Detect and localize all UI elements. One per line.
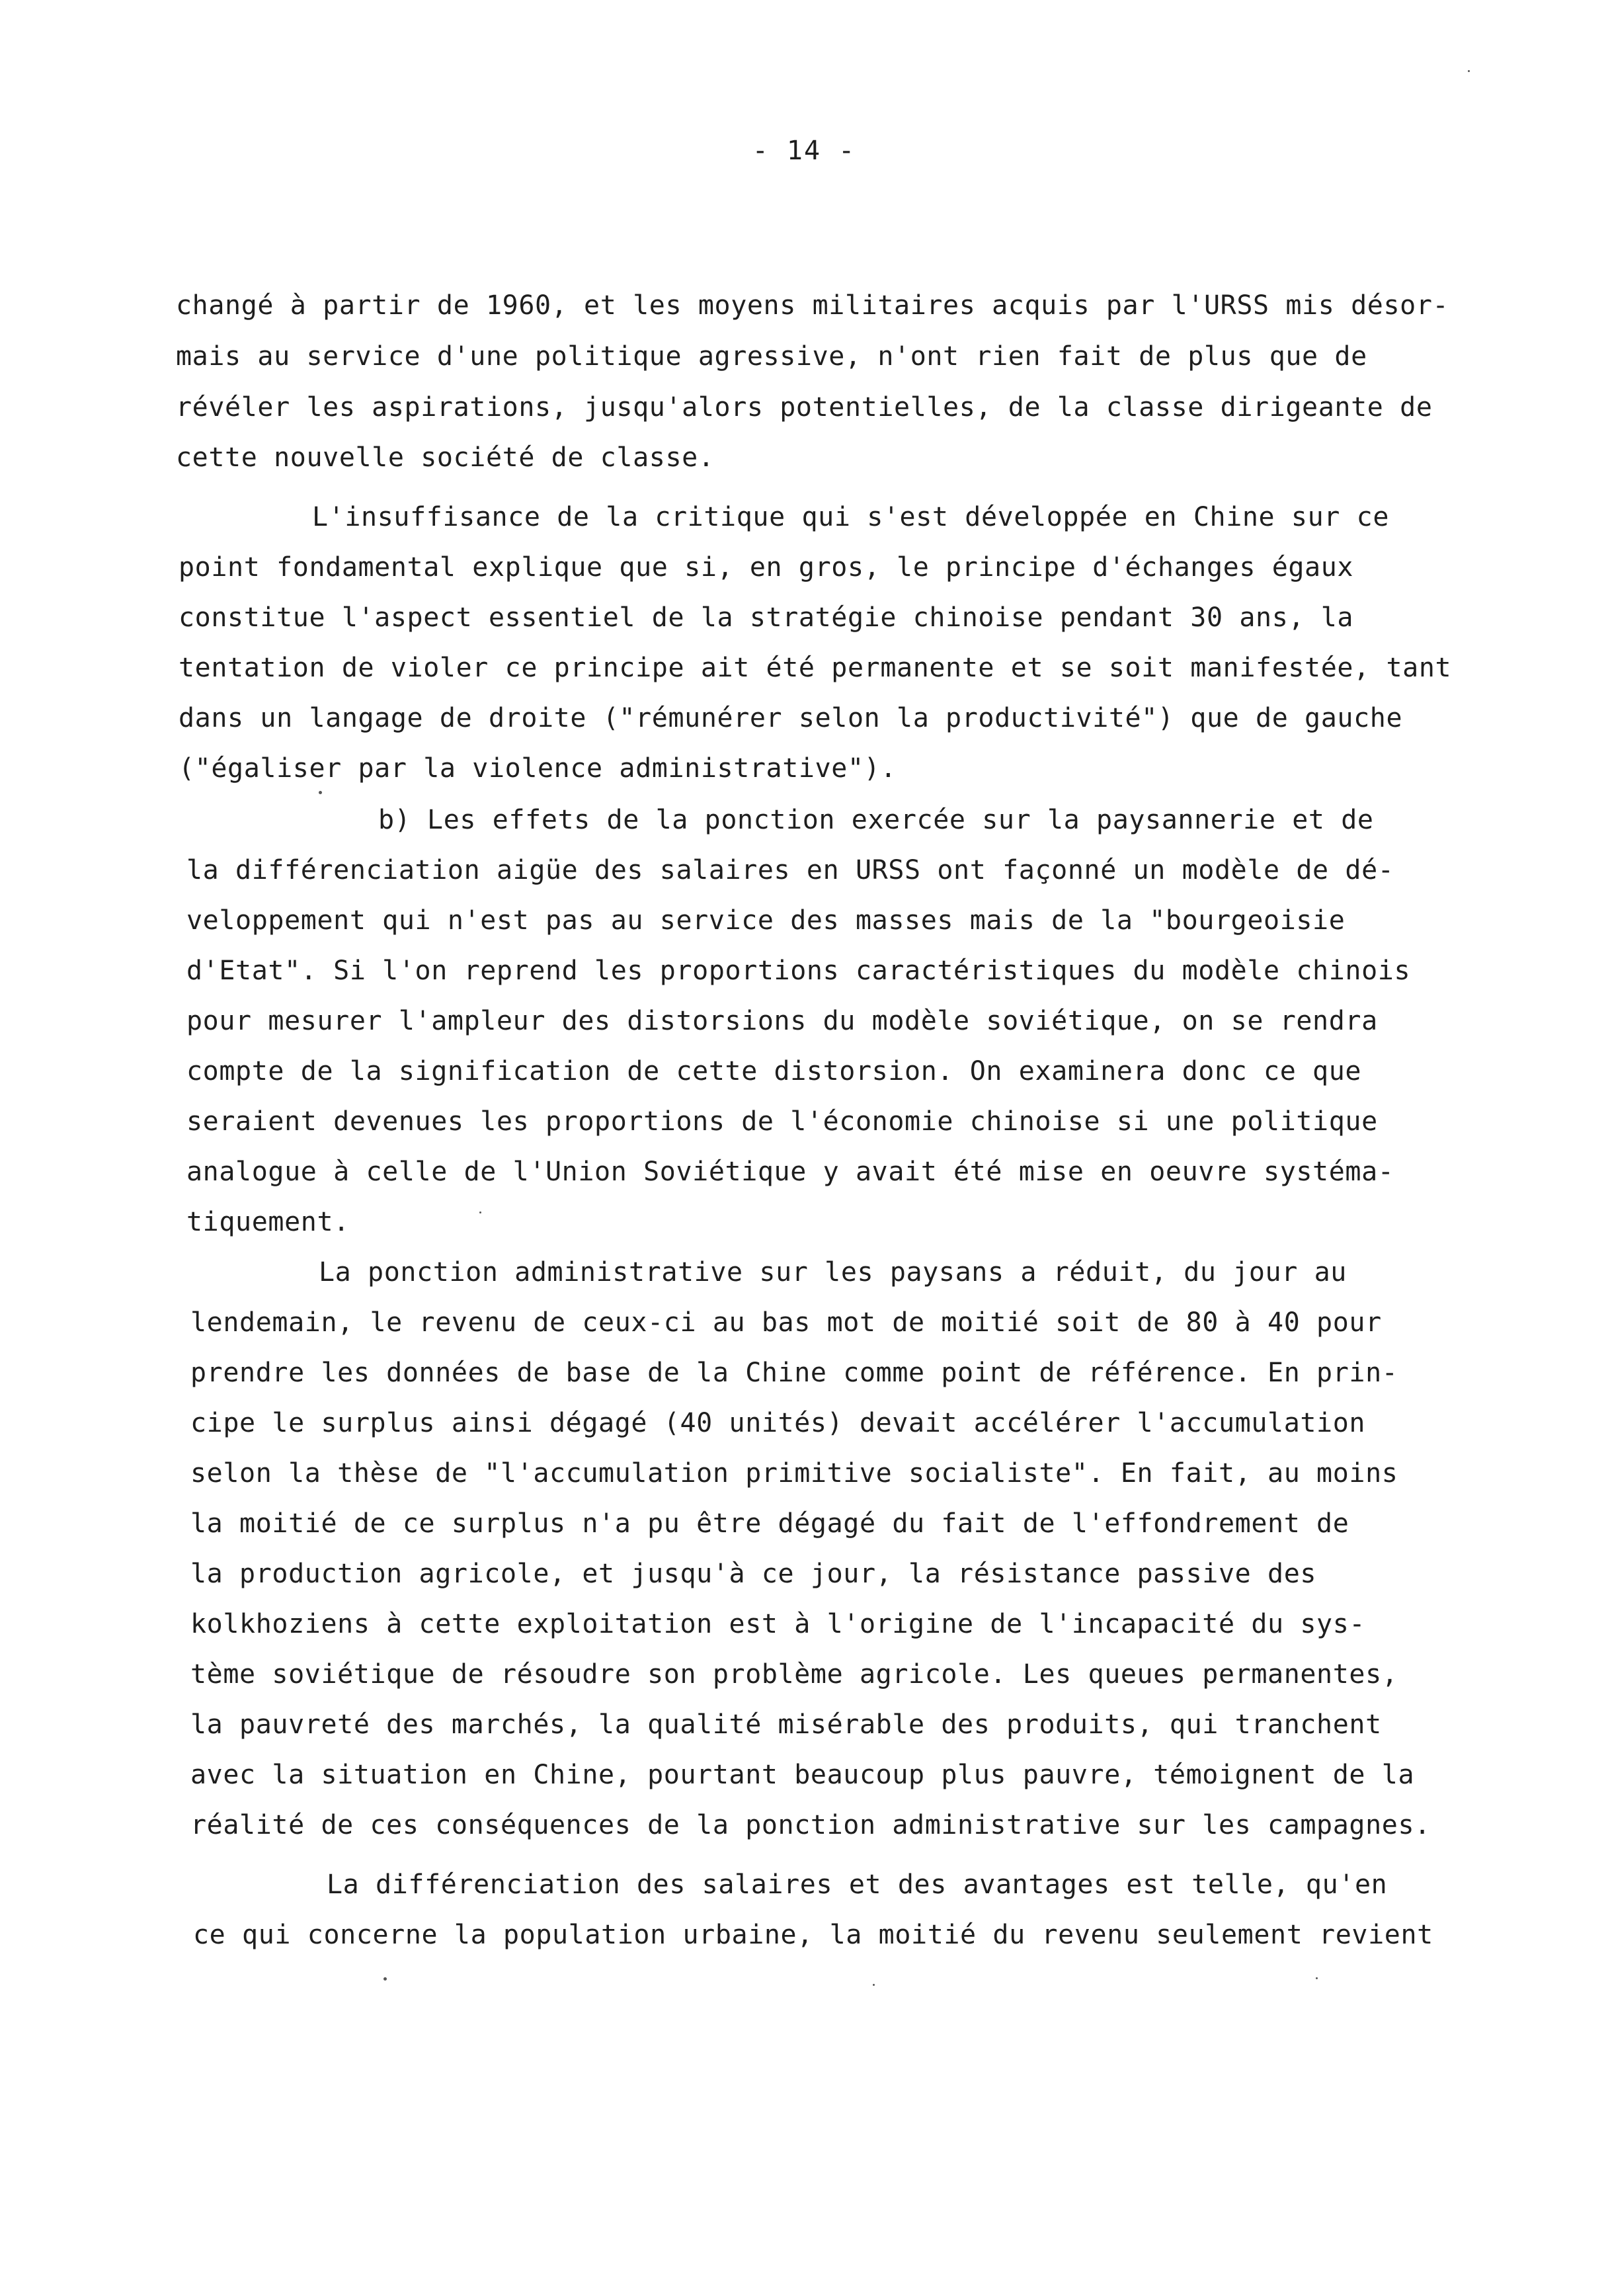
text-line: tème soviétique de résoudre son problème agricole. Les queues permanentes, (190, 1659, 1398, 1690)
scan-speck (319, 791, 322, 794)
text-line: la moitié de ce surplus n'a pu être dégagé du fait de l'effondrement de (190, 1508, 1349, 1539)
text-line: lendemain, le revenu de ceux-ci au bas mot de moitié soit de 80 à 40 pour (190, 1307, 1382, 1338)
text-line: la différenciation aigüe des salaires en URSS ont façonné un modèle de dé- (186, 855, 1394, 885)
text-line: cipe le surplus ainsi dégagé (40 unités) devait accélérer l'accumulation (190, 1408, 1366, 1438)
text-line: pour mesurer l'ampleur des distorsions du modèle soviétique, on se rendra (186, 1006, 1378, 1036)
text-line: tentation de violer ce principe ait été permanente et se soit manifestée, tant (179, 653, 1452, 683)
page-number: - 14 - (752, 136, 856, 166)
text-line: L'insuffisance de la critique qui s'est développée en Chine sur ce (312, 502, 1390, 532)
text-line: constitue l'aspect essentiel de la stratégie chinoise pendant 30 ans, la (179, 602, 1354, 633)
text-line: La différenciation des salaires et des avantages est telle, qu'en (327, 1869, 1388, 1900)
scan-speck (1316, 1977, 1318, 1979)
scan-speck (383, 1977, 387, 1981)
text-line: prendre les données de base de la Chine comme point de référence. En prin- (190, 1358, 1398, 1388)
text-line: réalité de ces conséquences de la ponction administrative sur les campagnes. (190, 1810, 1431, 1840)
text-line: ("égaliser par la violence administrative"). (179, 753, 897, 784)
text-line: selon la thèse de "l'accumulation primitive socialiste". En fait, au moins (190, 1458, 1398, 1489)
text-line: b) Les effets de la ponction exercée sur la paysannerie et de (378, 805, 1374, 835)
text-line: révéler les aspirations, jusqu'alors potentielles, de la classe dirigeante de (176, 392, 1433, 423)
text-line: veloppement qui n'est pas au service des masses mais de la "bourgeoisie (186, 905, 1346, 936)
text-line: avec la situation en Chine, pourtant beaucoup plus pauvre, témoignent de la (190, 1760, 1415, 1790)
text-line: seraient devenues les proportions de l'économie chinoise si une politique (186, 1106, 1378, 1137)
scan-speck (873, 1984, 875, 1986)
text-line: changé à partir de 1960, et les moyens militaires acquis par l'URSS mis désor- (176, 290, 1449, 321)
text-line: kolkhoziens à cette exploitation est à l'origine de l'incapacité du sys- (190, 1609, 1366, 1639)
text-line: analogue à celle de l'Union Soviétique y avait été mise en oeuvre systéma- (186, 1157, 1394, 1187)
text-line: La ponction administrative sur les paysans a réduit, du jour au (319, 1257, 1347, 1288)
text-line: mais au service d'une politique agressive, n'ont rien fait de plus que de (176, 341, 1367, 372)
text-line: tiquement. (186, 1207, 350, 1237)
text-line: d'Etat". Si l'on reprend les proportions caractéristiques du modèle chinois (186, 956, 1411, 986)
scan-speck (1468, 70, 1470, 72)
text-line: ce qui concerne la population urbaine, la moitié du revenu seulement revient (193, 1920, 1433, 1950)
text-line: la production agricole, et jusqu'à ce jour, la résistance passive des (190, 1559, 1317, 1589)
text-line: point fondamental explique que si, en gros, le principe d'échanges égaux (179, 552, 1354, 583)
scan-speck (479, 1211, 481, 1213)
text-line: compte de la signification de cette distorsion. On examinera donc ce que (186, 1056, 1362, 1086)
text-line: cette nouvelle société de classe. (176, 442, 715, 473)
text-line: la pauvreté des marchés, la qualité misérable des produits, qui tranchent (190, 1709, 1382, 1740)
text-line: dans un langage de droite ("rémunérer selon la productivité") que de gauche (179, 703, 1403, 733)
